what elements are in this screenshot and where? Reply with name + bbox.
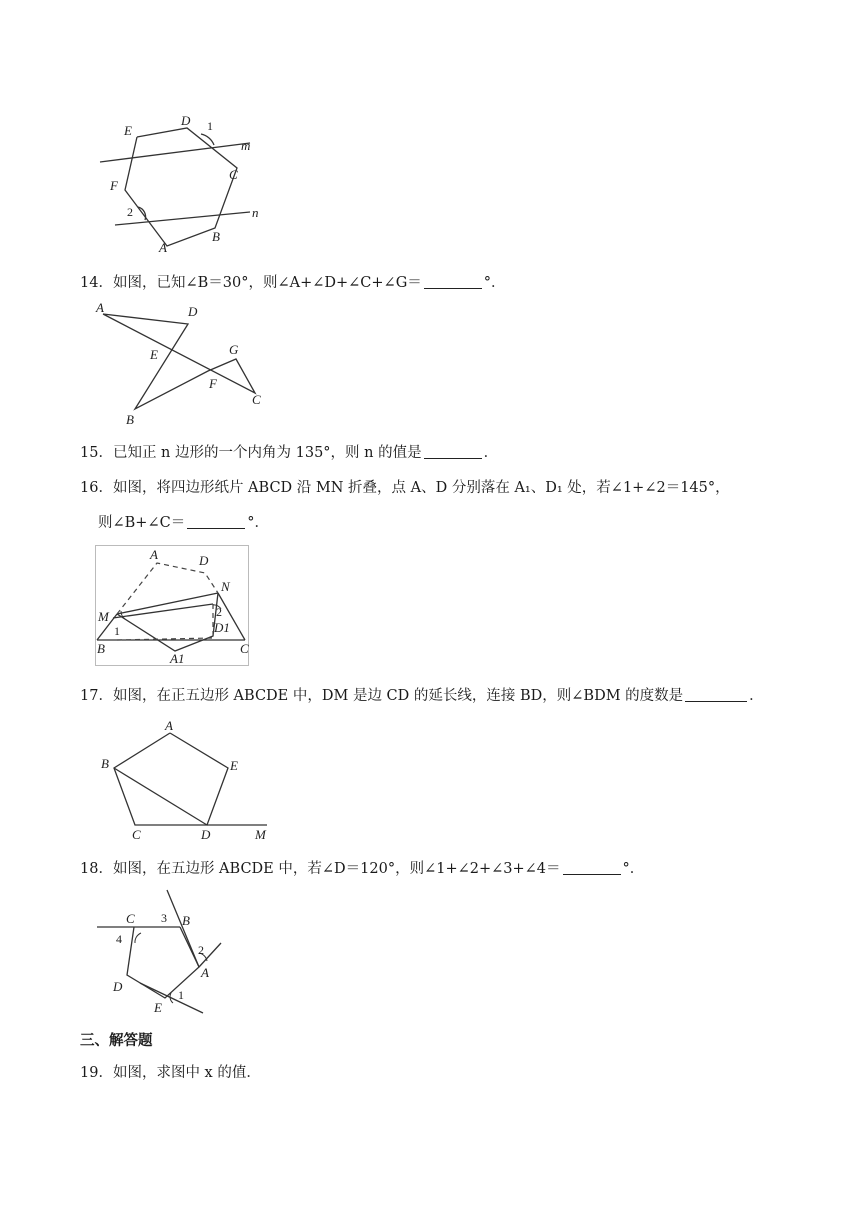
label: D <box>181 113 191 128</box>
question-16-text2: 则∠B+∠C＝ <box>98 515 186 531</box>
answer-blank-15[interactable] <box>424 444 482 459</box>
figure-angles-abcdg <box>90 296 280 436</box>
answer-blank-18[interactable] <box>563 860 621 875</box>
label: 1 <box>114 624 120 638</box>
question-15 <box>80 443 498 463</box>
label: A <box>96 300 104 315</box>
label: M <box>255 827 266 842</box>
label: A <box>165 718 173 733</box>
label: 1 <box>178 988 184 1002</box>
label: G <box>229 342 239 357</box>
question-14-suffix: °． <box>483 275 506 291</box>
label: F <box>209 376 217 391</box>
label: C <box>132 827 141 842</box>
label: E <box>150 347 158 362</box>
question-16 <box>80 478 730 498</box>
label: D <box>201 827 211 842</box>
label: F <box>110 178 118 193</box>
label: D <box>113 979 123 994</box>
label: n <box>252 205 259 220</box>
label: C <box>240 641 249 656</box>
label: B <box>182 913 190 928</box>
label: 2 <box>216 605 222 619</box>
label: B <box>97 641 105 656</box>
label: m <box>241 138 251 153</box>
question-16-text: 16．如图，将四边形纸片 ABCD 沿 MN 折叠，点 A、D 分别落在 A₁、D₁ 处，若∠1+∠2＝145°， <box>80 480 730 496</box>
section-title: 三、解答题 <box>80 1033 153 1049</box>
question-16-suffix: °． <box>247 515 269 531</box>
question-17 <box>80 686 764 706</box>
label: 1 <box>207 119 213 133</box>
label: 2 <box>198 943 204 957</box>
question-17-text: 17．如图，在正五边形 ABCDE 中，DM 是边 CD 的延长线，连接 BD，则∠BDM 的度数是 <box>80 688 684 704</box>
question-15-suffix: ． <box>483 445 499 461</box>
figure-regular-pentagon <box>95 718 280 843</box>
label: 4 <box>116 932 122 946</box>
label: C <box>252 392 261 407</box>
question-18 <box>80 859 644 879</box>
label: B <box>126 412 134 427</box>
label: D <box>188 304 198 319</box>
question-19-text: 19．如图，求图中 x 的值． <box>80 1065 261 1081</box>
label: B <box>101 756 109 771</box>
label: E <box>230 758 238 773</box>
label: A <box>159 240 167 255</box>
question-14 <box>80 273 506 293</box>
figure-pentagon-exterior-angles <box>95 885 235 1020</box>
question-17-suffix: ． <box>749 688 764 704</box>
label: A1 <box>170 651 185 666</box>
label: A <box>150 547 158 562</box>
question-19 <box>80 1063 261 1083</box>
answer-blank-17[interactable] <box>685 687 747 702</box>
label: D1 <box>214 620 230 635</box>
label: 2 <box>127 205 133 219</box>
label: 3 <box>161 911 167 925</box>
label: C <box>229 167 238 182</box>
question-16-continued <box>98 513 269 533</box>
label: E <box>154 1000 162 1015</box>
label: E <box>124 123 132 138</box>
label: M <box>98 609 109 624</box>
label: N <box>221 579 230 594</box>
answer-blank-16[interactable] <box>187 514 245 529</box>
label: B <box>212 229 220 244</box>
question-14-text: 14．如图，已知∠B＝30°，则∠A+∠D+∠C+∠G＝ <box>80 275 422 291</box>
question-15-text: 15．已知正 n 边形的一个内角为 135°，则 n 的值是 <box>80 445 422 461</box>
figure-hexagon-parallel-lines <box>95 110 275 260</box>
label: D <box>199 553 209 568</box>
label: C <box>126 911 135 926</box>
figure-folded-quadrilateral <box>95 545 255 670</box>
question-18-text: 18．如图，在五边形 ABCDE 中，若∠D＝120°，则∠1+∠2+∠3+∠4＝ <box>80 861 561 877</box>
label: A <box>201 965 209 980</box>
answer-blank-14[interactable] <box>424 274 482 289</box>
question-18-suffix: °． <box>622 861 645 877</box>
